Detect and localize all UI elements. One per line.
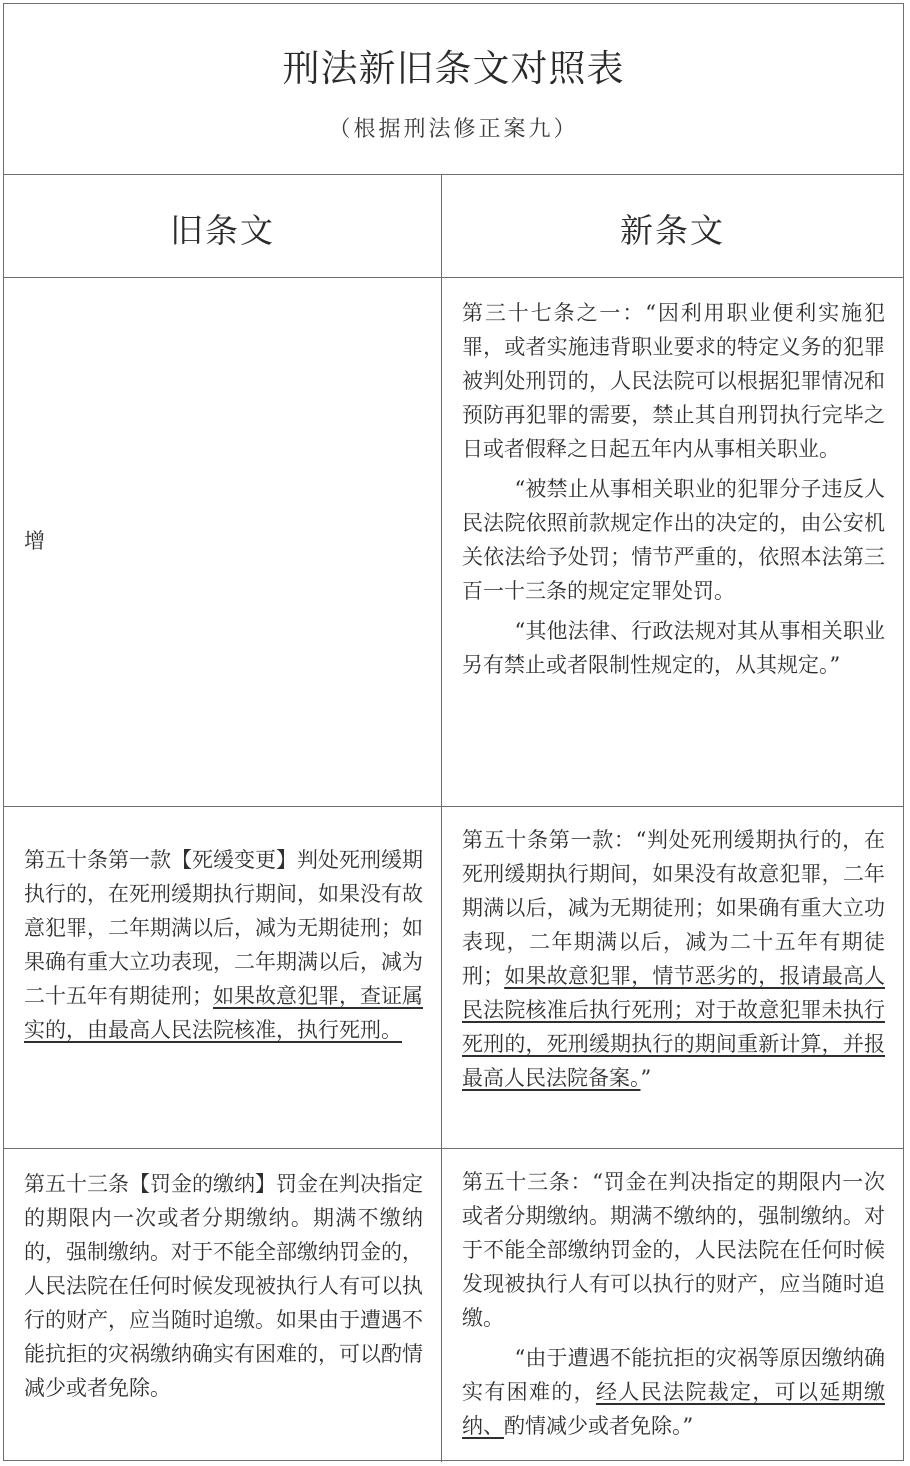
comparison-table bbox=[3, 3, 904, 1461]
plain-text: ” bbox=[640, 1066, 652, 1090]
plain-text: “由于遭遇不能抗拒的灾祸等原因缴纳确实有困难的， bbox=[462, 1346, 885, 1404]
paragraph: 第三十七条之一：“因利用职业便利实施犯罪，或者实施违背职业要求的特定义务的犯罪被判处刑罚的，人民法院可以根据犯罪情况和预防再犯罪的需要，禁止其自刑罚执行完毕之日或者假释之日起五年内从事相关职业。 bbox=[462, 301, 885, 461]
new-article-cell bbox=[442, 807, 903, 1148]
paragraph bbox=[24, 843, 423, 1047]
new-article-text bbox=[462, 1165, 885, 1443]
new-article-cell bbox=[442, 278, 903, 806]
title-block bbox=[4, 4, 903, 175]
plain-text: 酌情减少或者免除。” bbox=[504, 1414, 694, 1438]
new-article-cell bbox=[442, 1149, 903, 1462]
old-article-text: 第五十三条【罚金的缴纳】罚金在判决指定的期限内一次或者分期缴纳。期满不缴纳的，强制缴纳。对于不能全部缴纳罚金的，人民法院在任何时候发现被执行人有可以执行的财产，应当随时追缴。如果由于遭遇不能抗拒的灾祸缴纳确实有困难的，可以酌情减少或者免除。 bbox=[24, 1172, 423, 1400]
underlined-text: 如果故意犯罪，情节恶劣的，报请最高人民法院核准后执行死刑；对于故意犯罪未执行死刑的，死刑缓期执行的期间重新计算，并报最高人民法院备案。 bbox=[462, 964, 886, 1090]
old-article-cell bbox=[4, 807, 442, 1148]
paragraph: 第五十三条：“罚金在判决指定的期限内一次或者分期缴纳。期满不缴纳的，强制缴纳。对于不能全部缴纳罚金的，人民法院在任何时候发现被执行人有可以执行的财产，应当随时追缴。 bbox=[462, 1170, 885, 1330]
header-cell-old bbox=[4, 175, 442, 277]
new-article-text bbox=[462, 296, 885, 682]
table-row bbox=[4, 278, 903, 807]
paragraph bbox=[462, 823, 885, 1095]
new-article-text bbox=[462, 823, 885, 1095]
paragraph: “被禁止从事相关职业的犯罪分子违反人民法院依照前款规定作出的决定的，由公安机关依法给予处罚；情节严重的，依照本法第三百一十三条的规定定罪处罚。 bbox=[462, 477, 885, 603]
page-title: 刑法新旧条文对照表 bbox=[282, 47, 625, 90]
old-article-cell bbox=[4, 1149, 442, 1462]
plain-text: 第五十条第一款【死缓变更】判处死刑缓期执行的，在死刑缓期执行期间，如果没有故意犯罪，二年期满以后，减为无期徒刑；如果确有重大立功表现，二年期满以后，减为二十五年有期徒刑； bbox=[24, 848, 423, 1008]
column-header-old: 旧条文 bbox=[170, 211, 275, 250]
old-article-text: 增 bbox=[24, 529, 45, 553]
paragraph bbox=[462, 1341, 885, 1443]
page-subtitle: （根据刑法修正案九） bbox=[328, 117, 579, 142]
column-header-new: 新条文 bbox=[620, 211, 725, 250]
underlined-text: 经人民法院裁定，可以延期缴纳、 bbox=[462, 1380, 885, 1438]
header-row bbox=[4, 175, 903, 278]
table-row bbox=[4, 807, 903, 1149]
old-article-text bbox=[24, 843, 423, 1047]
table-row bbox=[4, 1149, 903, 1462]
paragraph: “其他法律、行政法规对其从事相关职业另有禁止或者限制性规定的，从其规定。” bbox=[462, 619, 885, 677]
old-article-cell bbox=[4, 278, 442, 806]
underlined-text: 如果故意犯罪，查证属实的，由最高人民法院核准，执行死刑。 bbox=[24, 984, 423, 1042]
plain-text: 第五十条第一款：“判处死刑缓期执行的，在死刑缓期执行期间，如果没有故意犯罪，二年期满以后，减为无期徒刑；如果确有重大立功表现，二年期满以后，减为二十五年有期徒刑； bbox=[462, 828, 885, 988]
header-cell-new bbox=[442, 175, 903, 277]
